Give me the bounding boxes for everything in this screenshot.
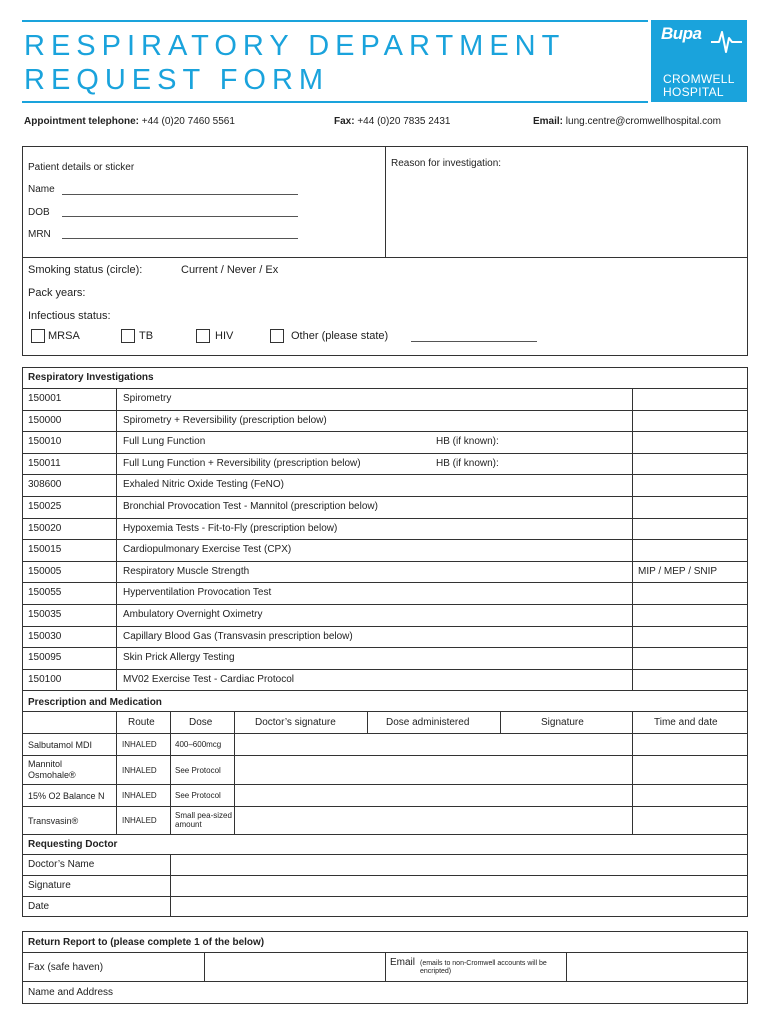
route-transvasin: INHALED: [122, 816, 157, 825]
return-report-heading: Return Report to (please complete 1 of the below): [28, 937, 265, 948]
other-checkbox[interactable]: [270, 329, 284, 343]
route-o2: INHALED: [122, 791, 157, 800]
investigation-code: 150005: [28, 566, 62, 577]
investigation-code: 150015: [28, 544, 62, 555]
hiv-label: HIV: [215, 330, 234, 342]
header-rule-bottom: [22, 101, 648, 103]
form-title-line1: RESPIRATORY DEPARTMENT: [24, 30, 566, 62]
investigation-select-cell[interactable]: [634, 540, 746, 560]
investigation-name: Ambulatory Overnight Oximetry: [123, 609, 263, 620]
col-dose: Dose: [189, 717, 213, 728]
investigation-select-cell[interactable]: [634, 432, 746, 452]
investigation-code: 150020: [28, 523, 62, 534]
dob-label: DOB: [28, 207, 50, 218]
smoking-status-label: Smoking status (circle):: [28, 264, 143, 276]
dose-mannitol: See Protocol: [175, 766, 221, 775]
infectious-status-label: Infectious status:: [28, 310, 111, 322]
dose-o2: See Protocol: [175, 791, 221, 800]
investigation-name: Full Lung Function + Reversibility (prescription below): [123, 458, 361, 469]
email-note: (emails to non-Cromwell accounts will be encripted): [420, 960, 547, 975]
investigation-select-cell[interactable]: [634, 670, 746, 690]
name-address-label: Name and Address: [28, 987, 114, 998]
smoking-status-options[interactable]: Current / Never / Ex: [181, 264, 279, 276]
investigation-code: 150001: [28, 393, 62, 404]
dose-transvasin: Small pea-sized amount: [175, 811, 232, 829]
bupa-cromwell-logo: [651, 20, 747, 102]
investigation-name: Spirometry + Reversibility (prescription below): [123, 415, 327, 426]
email-field[interactable]: [568, 954, 746, 980]
investigation-name: MV02 Exercise Test - Cardiac Protocol: [123, 674, 294, 685]
route-salbutamol: INHALED: [122, 740, 157, 749]
drug-mannitol: Mannitol Osmohale®: [28, 759, 76, 780]
investigation-select-cell[interactable]: [634, 562, 746, 582]
investigation-code: 150100: [28, 674, 62, 685]
drug-transvasin: Transvasin®: [28, 816, 79, 826]
fax-field[interactable]: [206, 954, 384, 980]
investigation-select-cell[interactable]: [634, 648, 746, 668]
col-doctor-signature: Doctor’s signature: [255, 717, 336, 728]
email-label: Email: [390, 957, 416, 968]
heartbeat-icon: [711, 26, 743, 56]
doctor-signature-field[interactable]: [172, 877, 746, 895]
fax-safe-haven-label: Fax (safe haven): [28, 962, 104, 973]
investigation-code: 150025: [28, 501, 62, 512]
dose-salbutamol: 400–600mcg: [175, 740, 222, 749]
investigation-select-cell[interactable]: [634, 411, 746, 431]
investigation-name: Capillary Blood Gas (Transvasin prescription below): [123, 631, 353, 642]
tb-checkbox[interactable]: [121, 329, 135, 343]
investigation-name: Bronchial Provocation Test - Mannitol (prescription below): [123, 501, 378, 512]
patient-details-label: Patient details or sticker: [28, 162, 135, 173]
doctor-date-field[interactable]: [172, 898, 746, 916]
investigations-heading: Respiratory Investigations: [28, 372, 154, 383]
investigation-code: 150035: [28, 609, 62, 620]
other-label: Other (please state): [291, 330, 389, 342]
investigation-name: Full Lung Function: [123, 436, 206, 447]
doctor-name-field[interactable]: [172, 856, 746, 874]
col-dose-administered: Dose administered: [386, 717, 470, 728]
doctor-name-label: Doctor’s Name: [28, 859, 95, 870]
investigation-code: 150000: [28, 415, 62, 426]
col-route: Route: [128, 717, 155, 728]
investigation-name: Spirometry: [123, 393, 172, 404]
mrsa-label: MRSA: [48, 330, 80, 342]
prescription-heading: Prescription and Medication: [28, 697, 162, 708]
investigation-code: 308600: [28, 479, 62, 490]
investigation-code: 150011: [28, 458, 61, 469]
investigation-code: 150055: [28, 587, 62, 598]
hb-label: HB (if known):: [436, 458, 499, 469]
investigation-select-cell[interactable]: [634, 389, 746, 409]
doctor-heading: Requesting Doctor: [28, 839, 118, 850]
investigation-select-cell[interactable]: [634, 475, 746, 495]
investigation-name: Exhaled Nitric Oxide Testing (FeNO): [123, 479, 284, 490]
mrn-field[interactable]: [62, 238, 298, 239]
form-title-line2: REQUEST FORM: [24, 64, 330, 96]
drug-o2: 15% O2 Balance N: [28, 791, 105, 801]
investigation-select-cell[interactable]: [634, 497, 746, 517]
investigation-select-cell[interactable]: [634, 605, 746, 625]
investigation-name: Skin Prick Allergy Testing: [123, 652, 235, 663]
route-mannitol: INHALED: [122, 766, 157, 775]
doctor-signature-label: Signature: [28, 880, 71, 891]
dob-field[interactable]: [62, 216, 298, 217]
logo-brand: Bupa: [661, 24, 702, 43]
investigation-name: Cardiopulmonary Exercise Test (CPX): [123, 544, 292, 555]
mrn-label: MRN: [28, 229, 51, 240]
logo-line2: HOSPITAL: [663, 85, 724, 99]
other-field[interactable]: [411, 341, 537, 342]
investigation-name: Hypoxemia Tests - Fit-to-Fly (prescription below): [123, 523, 338, 534]
reason-label: Reason for investigation:: [391, 158, 502, 169]
investigation-select-cell[interactable]: [634, 454, 746, 474]
investigation-name: Hyperventilation Provocation Test: [123, 587, 272, 598]
tb-label: TB: [139, 330, 154, 342]
doctor-date-label: Date: [28, 901, 50, 912]
contact-email: Email: lung.centre@cromwellhospital.com: [533, 116, 722, 127]
investigation-code: 150095: [28, 652, 62, 663]
hiv-checkbox[interactable]: [196, 329, 210, 343]
investigation-code: 150010: [28, 436, 62, 447]
investigation-code: 150030: [28, 631, 62, 642]
name-label: Name: [28, 184, 55, 195]
contact-phone: Appointment telephone: +44 (0)20 7460 5561: [24, 116, 235, 127]
hb-label: HB (if known):: [436, 436, 499, 447]
col-time-date: Time and date: [654, 717, 718, 728]
investigation-select-cell[interactable]: [634, 627, 746, 647]
logo-line1: CROMWELL: [663, 72, 735, 86]
muscle-strength-options[interactable]: MIP / MEP / SNIP: [638, 566, 718, 577]
contact-fax: Fax: +44 (0)20 7835 2431: [334, 116, 451, 127]
investigation-select-cell[interactable]: [634, 583, 746, 603]
mrsa-checkbox[interactable]: [31, 329, 45, 343]
header-rule-top: [22, 20, 648, 22]
investigation-select-cell[interactable]: [634, 519, 746, 539]
col-signature: Signature: [541, 717, 584, 728]
name-field[interactable]: [62, 194, 298, 195]
drug-salbutamol: Salbutamol MDI: [28, 740, 93, 750]
investigation-name: Respiratory Muscle Strength: [123, 566, 250, 577]
reason-field[interactable]: [388, 174, 744, 254]
pack-years-label: Pack years:: [28, 287, 86, 299]
